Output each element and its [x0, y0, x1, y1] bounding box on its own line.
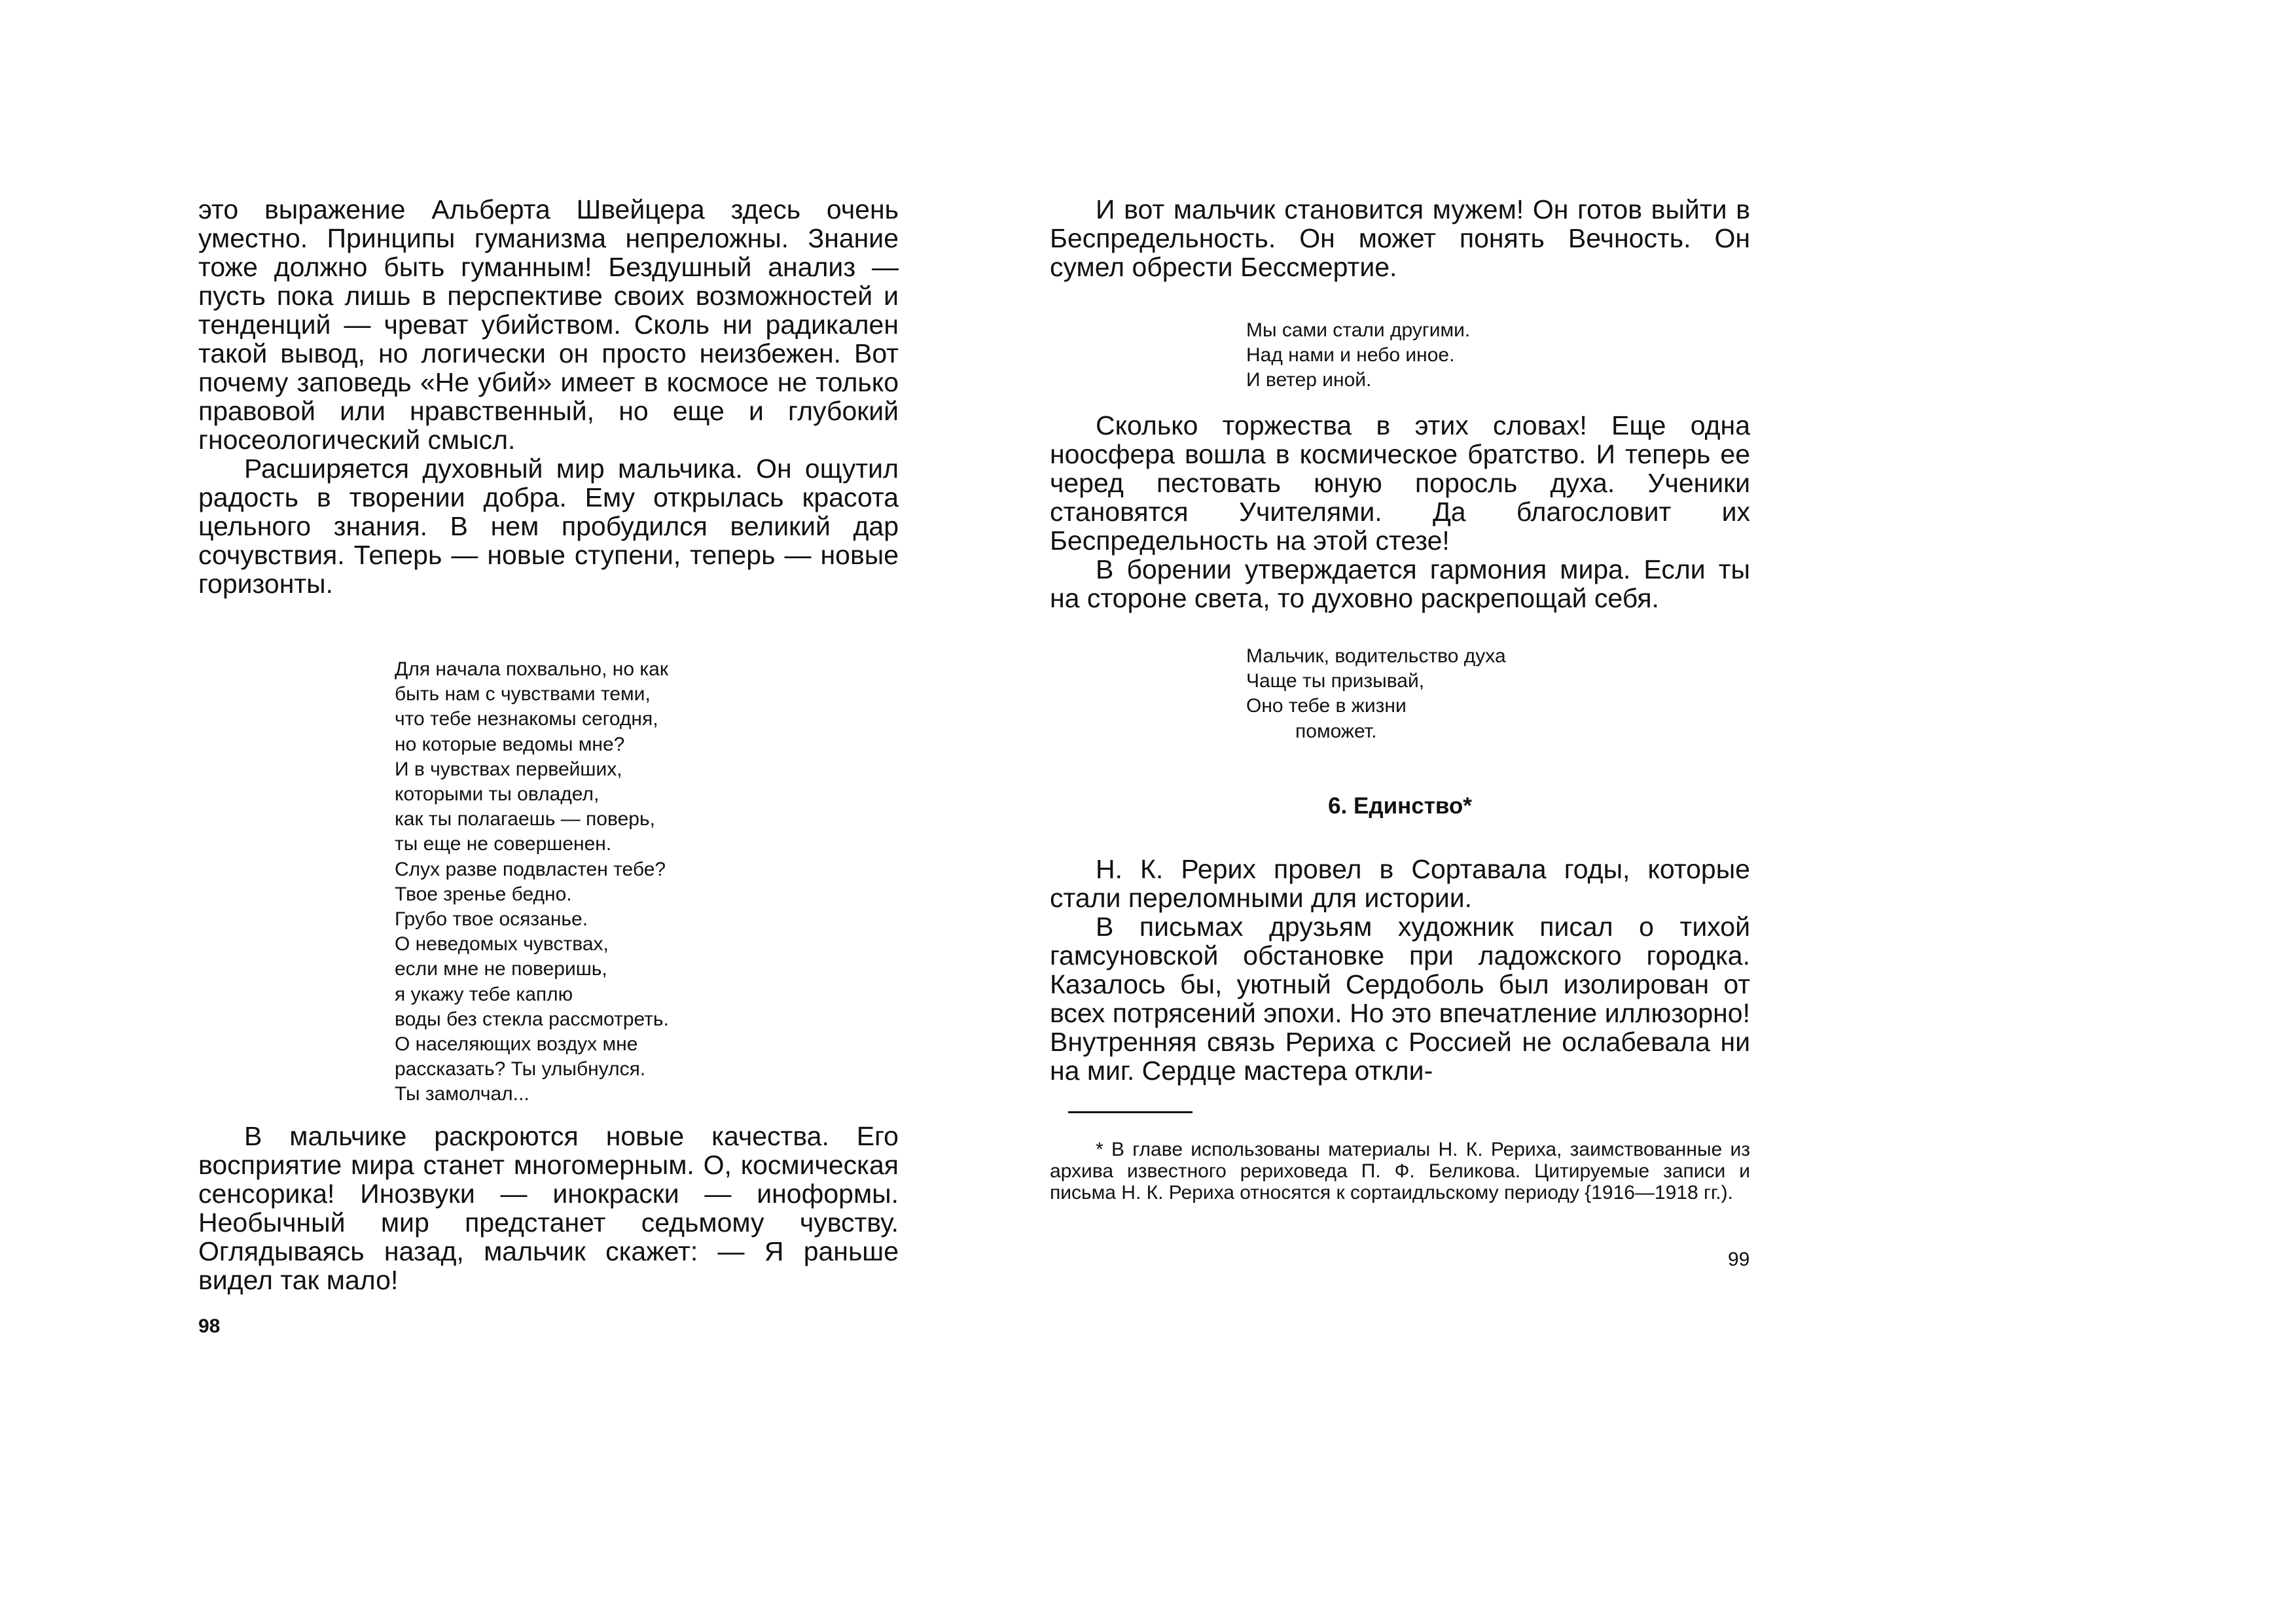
verse-line: поможет. — [1246, 720, 1377, 742]
chapter-heading: 6. Единство* — [1328, 793, 1472, 819]
verse-line: если мне не поверишь, — [395, 958, 607, 980]
verse-line: ты еще не совершенен. — [395, 833, 612, 855]
left-verse — [395, 657, 761, 1107]
verse-line: Над нами и небо иное. — [1246, 344, 1455, 366]
verse-line: О неведомых чувствах, — [395, 933, 609, 955]
verse-line: Ты замолчал... — [395, 1083, 529, 1105]
footnote: * В главе использованы материалы Н. К. Рериха, заимствованные из архива известного рериховеда П. Ф. Беликова. Цитируемые записи и письма Н. К. Рериха относятся к сортаидльскому периоду {1916—1918 гг.). — [1050, 1139, 1750, 1204]
verse-line: что тебе незнакомы сегодня, — [395, 708, 658, 730]
verse-line: Чаще ты призывай, — [1246, 670, 1425, 692]
verse-line: О населяющих воздух мне — [395, 1033, 638, 1056]
left-text-column-bottom — [198, 1122, 899, 1294]
right-paragraph-1: И вот мальчик становится мужем! Он готов выйти в Беспредельность. Он может понять Вечность. Он сумел обрести Бессмертие. — [1050, 194, 1750, 282]
verse-line: И в чувствах первейших, — [395, 758, 622, 780]
verse-line: я укажу тебе каплю — [395, 983, 573, 1005]
left-paragraph-3: В мальчике раскроются новые качества. Его восприятие мира станет многомерным. О, космическая сенсорика! Инозвуки — инокраски — иноформы. Необычный мир предстанет седьмому чувству. Оглядываясь назад, мальчик скажет: — Я раньше видел так мало! — [198, 1121, 899, 1295]
right-text-column-1 — [1050, 195, 1750, 281]
verse-line: которыми ты овладел, — [395, 783, 600, 806]
footnote-rule — [1068, 1111, 1193, 1113]
verse-line: рассказать? Ты улыбнулся. — [395, 1058, 646, 1080]
verse-line: Грубо твое осязанье. — [395, 908, 588, 931]
verse-line: как ты полагаешь — поверь, — [395, 808, 655, 830]
left-paragraph-2: Расширяется духовный мир мальчика. Он ощутил радость в творении добра. Ему открылась красота цельного знания. В нем пробудился великий дар сочувствия. Теперь — новые ступени, теперь — новые горизонты. — [198, 454, 899, 599]
right-text-column-2 — [1050, 411, 1750, 613]
verse-line: И ветер иной. — [1246, 369, 1372, 391]
verse-line: Для начала похвально, но как — [395, 658, 668, 680]
right-paragraph-4: Н. К. Рерих провел в Сортавала годы, которые стали переломными для истории. — [1050, 854, 1750, 913]
verse-line: воды без стекла рассмотреть. — [395, 1008, 669, 1030]
right-verse-2 — [1246, 644, 1613, 744]
right-paragraph-3: В борении утверждается гармония мира. Если ты на стороне света, то духовно раскрепощай себя. — [1050, 554, 1750, 613]
left-text-column — [198, 195, 899, 598]
right-verse-1 — [1246, 318, 1613, 393]
verse-line: но которые ведомы мне? — [395, 733, 625, 755]
verse-line: Оно тебе в жизни — [1246, 695, 1407, 717]
verse-line: Мальчик, водительство духа — [1246, 645, 1506, 667]
verse-line: Мы сами стали другими. — [1246, 319, 1471, 341]
page-number-right: 99 — [1728, 1249, 1750, 1270]
page-number-left: 98 — [198, 1315, 221, 1337]
verse-line: Слух разве подвластен тебе? — [395, 858, 666, 880]
right-paragraph-2: Сколько торжества в этих словах! Еще одна ноосфера вошла в космическое братство. И теперь ее черед пестовать юную поросль духа. Ученики становятся Учителями. Да благословит их Беспредельность на этой стезе! — [1050, 410, 1750, 556]
left-paragraph-1: это выражение Альберта Швейцера здесь очень уместно. Принципы гуманизма непреложны. Знание тоже должно быть гуманным! Бездушный анализ — пусть пока лишь в перспективе своих возможностей и тенденций — чреват убийством. Сколь ни радикален такой вывод, но логически он просто неизбежен. Вот почему заповедь «Не убий» имеет в космосе не только правовой или нравственный, но еще и глубокий гносеологический смысл. — [198, 194, 899, 455]
right-paragraph-5: В письмах друзьям художник писал о тихой гамсуновской обстановке при ладожского городка. Казалось бы, уютный Сердоболь был изолирован от всех потрясений эпохи. Но это впечатление иллюзорно! Внутренняя связь Рериха с Россией не ослабевала ни на миг. Сердце мастера откли- — [1050, 912, 1750, 1086]
right-text-column-3 — [1050, 855, 1750, 1085]
verse-line: быть нам с чувствами теми, — [395, 683, 651, 705]
verse-line: Твое зренье бедно. — [395, 883, 572, 905]
